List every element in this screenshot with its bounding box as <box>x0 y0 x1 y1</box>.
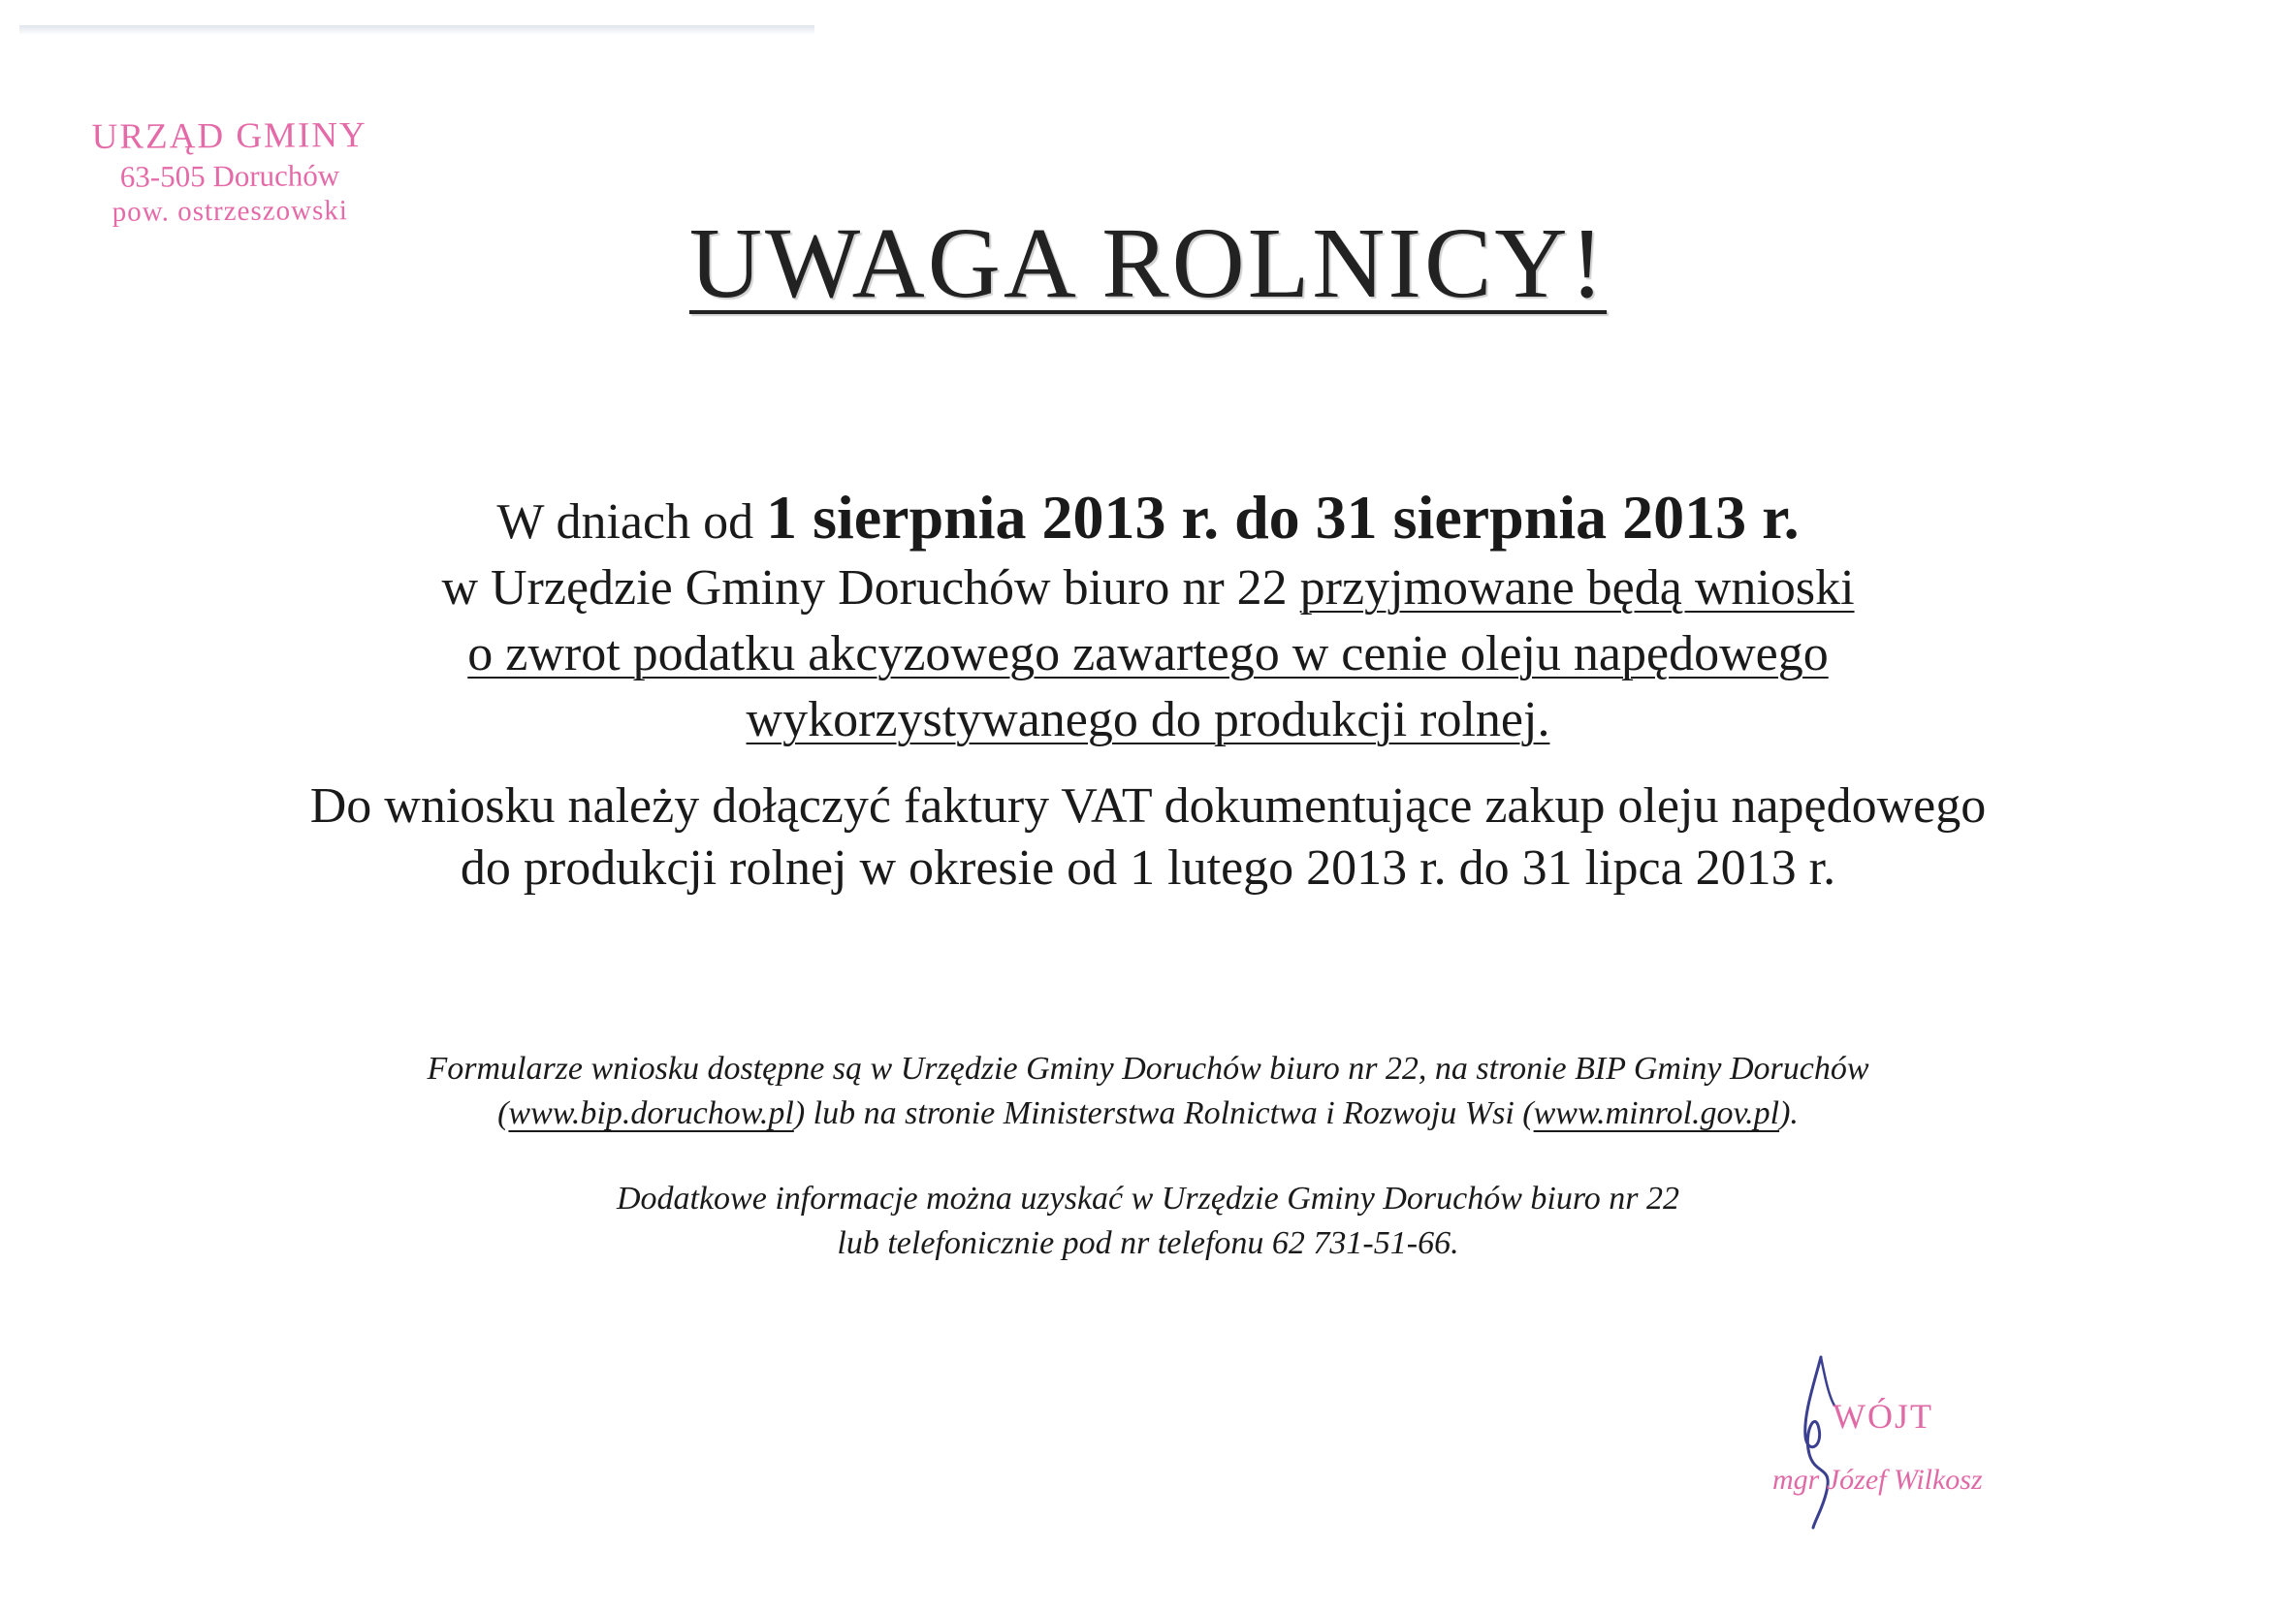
contact-line-1: Dodatkowe informacje można uzyskać w Urzędzie Gminy Doruchów biuro nr 22 <box>616 1181 1680 1217</box>
purpose-text: wykorzystywanego do produkcji rolnej. <box>746 692 1550 747</box>
stamp-line-county: pow. ostrzeszowski <box>112 195 349 228</box>
refund-text: o zwrot podatku akcyzowego zawartego w cenie oleju napędowego <box>467 626 1829 681</box>
office-prefix: w Urzędzie Gminy Doruchów biuro nr 22 <box>441 560 1300 616</box>
refund-line <box>0 621 2296 687</box>
forms-paren-close: ). <box>1779 1095 1799 1131</box>
forms-paren-open: ( <box>497 1095 509 1131</box>
signature-title: WÓJT <box>1833 1397 1933 1436</box>
contact-paragraph <box>0 1177 2296 1266</box>
invoice-line-2: do produkcji rolnej w okresie od 1 lutego 2013 r. do 31 lipca 2013 r. <box>460 840 1836 896</box>
stamp-line-office: URZĄD GMINY <box>91 115 367 157</box>
purpose-line <box>0 687 2296 753</box>
announcement-paragraph <box>0 485 2296 753</box>
stamp-line-address: 63-505 Doruchów <box>119 158 340 194</box>
dates-line <box>0 485 2296 555</box>
forms-line-1: Formularze wniosku dostępne są w Urzędzie Gminy Doruchów biuro nr 22, na stronie BIP Gminy Doruchów <box>427 1051 1869 1087</box>
handwritten-signature <box>1765 1347 1881 1532</box>
page-title-text: UWAGA ROLNICY! <box>688 207 1608 319</box>
signature-name: mgr Józef Wilkosz <box>1772 1464 1983 1496</box>
invoice-paragraph <box>0 775 2296 900</box>
bip-link[interactable]: www.bip.doruchow.pl <box>508 1095 794 1131</box>
forms-paragraph <box>0 1047 2296 1136</box>
minrol-link[interactable]: www.minrol.gov.pl <box>1533 1095 1780 1131</box>
dates-prefix: W dniach od <box>496 494 767 550</box>
page-title <box>0 206 2296 321</box>
dates-range: 1 sierpnia 2013 r. do 31 sierpnia 2013 r. <box>766 483 1800 552</box>
scan-edge <box>19 25 814 35</box>
forms-line-2 <box>0 1091 2296 1136</box>
forms-middle-text: ) lub na stronie Ministerstwa Rolnictwa i Rozwoju Wsi ( <box>793 1095 1534 1131</box>
office-line <box>0 555 2296 621</box>
applications-accepted: przyjmowane będą wnioski <box>1299 560 1855 616</box>
invoice-line-1: Do wniosku należy dołączyć faktury VAT dokumentujące zakup oleju napędowego <box>309 778 1987 834</box>
contact-line-2: lub telefonicznie pod nr telefonu 62 731-51-66. <box>837 1225 1459 1261</box>
signature-block <box>1765 1347 2036 1532</box>
